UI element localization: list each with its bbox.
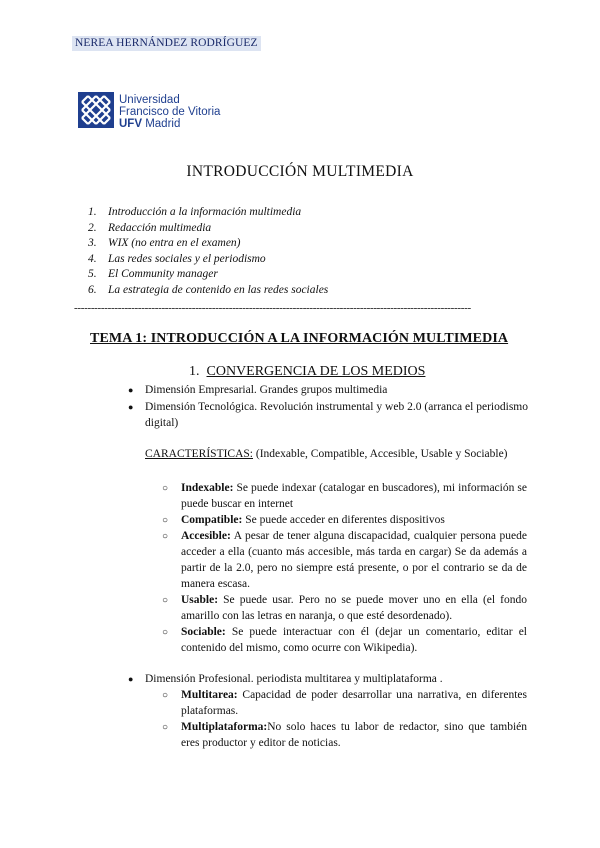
university-logo [78, 92, 238, 132]
toc-num: 4. [88, 252, 97, 265]
toc-text: Redacción multimedia [108, 221, 212, 234]
toc-text: El Community manager [108, 268, 218, 281]
item-multiplataforma [181, 719, 527, 751]
bullet-profesional: Dimensión Profesional. periodista multitarea y multiplataforma . [145, 673, 443, 685]
circle-bullet-icon: ○ [162, 627, 169, 638]
circle-bullet-icon: ○ [162, 595, 169, 606]
toc-item [88, 283, 328, 299]
author-name: NEREA HERNÁNDEZ RODRÍGUEZ [72, 36, 261, 51]
toc-item [88, 267, 328, 283]
item-text: Se puede interactuar con él (dejar un comentario, editar el contenido del mismo, como ocurre con Wikipedia). [181, 626, 527, 654]
toc-num: 5. [88, 268, 97, 281]
item-compatible [181, 512, 527, 528]
circle-bullet-icon: ○ [162, 722, 169, 733]
toc-item [88, 236, 328, 252]
item-text: A pesar de tener alguna discapacidad, cualquier persona puede acceder a ella (cuanto más accesible, más tarda en cargar) Se da además a partir de la 2.0, pero no siempre está presente, o por el contrario se da de manera escasa. [181, 530, 527, 590]
logo-line-2: Francisco de Vitoria [119, 106, 221, 118]
item-term: Multiplataforma: [181, 721, 268, 733]
item-accesible [181, 528, 527, 592]
toc-num: 6. [88, 283, 97, 296]
logo-line-1: Universidad [119, 94, 180, 106]
toc-text: La estrategia de contenido en las redes sociales [108, 283, 329, 296]
toc-item [88, 205, 328, 221]
toc-text: Introducción a la información multimedia [108, 206, 302, 218]
item-term: Sociable: [181, 626, 226, 638]
item-term: Accesible: [181, 530, 231, 542]
caracteristicas-text: (Indexable, Compatible, Accesible, Usable y Sociable) [253, 448, 508, 460]
toc-item [88, 221, 328, 237]
logo-line-3 [119, 118, 220, 130]
toc-item [88, 252, 328, 268]
section-heading [189, 364, 425, 380]
item-indexable [181, 480, 527, 512]
bullet-icon: ● [128, 674, 134, 684]
section-title: CONVERGENCIA DE LOS MEDIOS [206, 364, 426, 379]
bullet-tecnologica: Dimensión Tecnológica. Revolución instrumental y web 2.0 (arranca el periodismo digital) [145, 401, 528, 429]
item-text: Capacidad de poder desarrollar una narrativa, en diferentes plataformas. [181, 689, 527, 717]
item-term: Usable: [181, 594, 219, 606]
logo-ufv: UFV [119, 118, 142, 130]
table-of-contents [88, 205, 328, 299]
caracteristicas-label: CARACTERÍSTICAS: [145, 448, 253, 460]
bullet-icon: ● [128, 385, 134, 395]
bullet-icon: ● [128, 402, 134, 412]
tema-heading: TEMA 1: INTRODUCCIÓN A LA INFORMACIÓN MULTIMEDIA [90, 331, 509, 346]
toc-text: Las redes sociales y el periodismo [108, 252, 266, 265]
circle-bullet-icon: ○ [162, 483, 169, 494]
circle-bullet-icon: ○ [162, 690, 169, 701]
toc-num: 1. [88, 206, 97, 218]
circle-bullet-icon: ○ [162, 515, 169, 526]
item-text: Se puede usar. Pero no se puede mover uno en ella (el fondo amarillo con las letras en naranja, o que esté desordenado). [181, 594, 527, 622]
item-sociable [181, 624, 527, 656]
item-text: Se puede acceder en diferentes dispositivos [242, 514, 445, 526]
item-term: Compatible: [181, 514, 243, 526]
item-multitarea [181, 687, 527, 719]
toc-text: WIX (no entra en el examen) [108, 237, 241, 250]
item-term: Indexable: [181, 482, 234, 494]
toc-num: 2. [88, 221, 97, 234]
caracteristicas-line [145, 448, 508, 460]
bullet-empresarial: Dimensión Empresarial. Grandes grupos multimedia [145, 384, 388, 396]
section-num: 1. [189, 364, 200, 379]
item-text: Se puede indexar (catalogar en buscadores), mi información se puede buscar en internet [181, 482, 527, 510]
toc-num: 3. [88, 237, 97, 250]
item-usable [181, 592, 527, 624]
item-term: Multitarea: [181, 689, 238, 701]
document-title: INTRODUCCIÓN MULTIMEDIA [186, 163, 414, 180]
logo-madrid: Madrid [142, 118, 181, 130]
ufv-logo-icon [78, 92, 114, 128]
separator-line: ---------------------------------------------------------------------------------------------------------------------- [74, 302, 471, 314]
item-text: No solo haces tu labor de redactor, sino que también eres productor y editor de noticias. [181, 721, 527, 749]
circle-bullet-icon: ○ [162, 531, 169, 542]
